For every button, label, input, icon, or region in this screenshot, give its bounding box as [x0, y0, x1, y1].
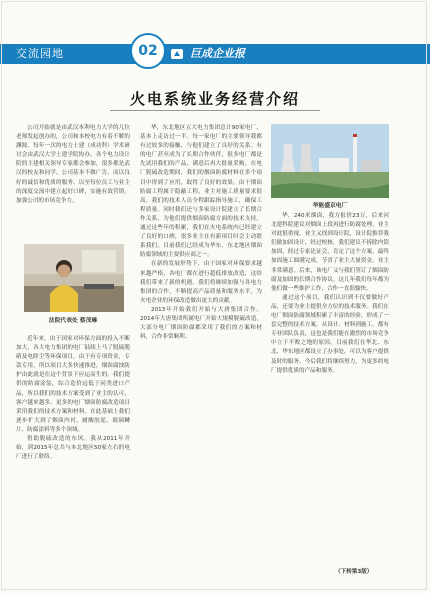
paragraph: 2013年开始我们开始与大唐集团合作。2014年大唐集团所属电厂开始大规模脱硫改造，大部分电厂烟囱防腐都采用了我们的方案和材料，合作非常顺利。 [140, 306, 262, 341]
power-plant-photo [271, 124, 389, 198]
paragraph: 借助脱硫改造的东风，我从2011年开始，到2015年总共与本北地区50家左右的电厂进行了联络。 [16, 436, 130, 461]
column-1-lower [16, 335, 130, 462]
speaker-photo [24, 244, 124, 312]
continued-notice: （下转第3版） [335, 569, 373, 575]
page-number: 02 [130, 33, 166, 69]
article-title: 火电系统业务经营介绍 [129, 90, 300, 108]
title-divider [110, 110, 320, 111]
paragraph: 在新的发展形势下，由于国家对环保要求越来越严格，各电厂都在进行超低排放改造，这给我们带来了新的机遇。我们将继续加强与各电力集团的合作，不断提高产品质量和服务水平，为火电企业的环保改造做出更大的贡献。 [140, 261, 262, 304]
section-title: 交流园地 [16, 47, 64, 60]
column-2 [140, 124, 262, 342]
photo-caption: 法院代表处 蔡茂琳 [48, 318, 98, 324]
logo-icon [170, 47, 184, 61]
paragraph: 华，东北地区五大电力集团总计90家电厂，基本上走访过一半。每一家电厂的主要领导我都有过较多的接触，与他们建立了良好的关系。有的电厂甚至成为了长期合作伙伴，很多电厂都是先试用我们的产品，满意后再大批量采购。在电厂脱硫改造期间，我们的烟囱防腐材料在多个项目中得到了应用，取得了良好的效果。由于烟囱防腐工程属于隐蔽工程，业主对施工质量要求很高，我们的技术人员全程跟踪指导施工，确保工程质量。同时我们还与多家设计院建立了长期合作关系，为他们提供烟囱防腐方面的技术支持。通过这些年的积累，我们在火电系统内已经建立了良好的口碑，很多业主在有新项目时会主动联系我们。目前我们已经成为华东、东北地区烟囱防腐领域的主要供应商之一。 [140, 125, 262, 259]
photo-caption: 华能盛京电厂 [312, 203, 348, 209]
paragraph: 公司开始就是由武汉本利电力大学的几位老师发起创办的，公司和本校电力有着不解的渊源。每年一次的电力士建（成功科）学术研讨会由武汉大学土建学院协办，各个电力设计院的主建相关领导专家都会参加，很多都是武汉的校友和同学。公司基本不做广告，而以良好的诚信和优质的服务、以至每位员工与业主的深度交流中建立起好口碑，实施有效营销。加强公司的市场竞争力。 [16, 125, 130, 204]
newspaper-brand: 巨成企业报 [190, 47, 245, 60]
paragraph: 华，240米烟囱，我方报价23万，后来河北建科院建议对烟囱上段再进行防腐处理，业主对此很重视，业主又找到设计院，设计院推荐我们做加固设计，经过校核，我们建议不拆除内筒加固，经过专家论证会，肯定了这个方案，最终加固施工圆满完成，节省了业主大量资金，业主非常满意。后来，该电厂又与我们签订了烟囱防腐及加固的长期合作协议。这几年我们每年都为他们做一些维护工作，合作一直很愉快。 [271, 213, 389, 292]
column-3 [271, 212, 389, 376]
paragraph: 近年来，由于国家对环保方面的投入不断加大，各大电力集团的电厂陆续上马了脱硫脱硝及电除尘等环保项目，由于有专项资金，专款专用，所以项目大多快速推进，烟囱腐蚀防护由此就是在这个背景下应运而生的。我们提供的防腐涂装，综合造价远低于同类进口产品，所以我们的技术方案受到了业主的认可，客户越来越多。更多的电厂烟囱防腐改造项目采用我们的技术方案和材料。在此基础上我们逐步扩大到了烟囱内衬、耐酸胶泥、玻璃鳞片、防腐涂料等多个领域。 [16, 336, 130, 433]
paragraph: 通过这个项目，我们认识到不仅要做好产品，还要为业主提供全方位的技术服务。我们在电厂烟囱防腐领域积累了丰富的经验，形成了一套完整的技术方案，从设计、材料到施工，都有专业团队负责，这也是我们能在激烈的市场竞争中立于不败之地的原因。目前我们在华北、东北、华东地区都设立了办事处，可以为客户提供及时的服务。今后我们将继续努力，为更多的电厂提供优质的产品和服务。 [271, 294, 389, 374]
column-1 [16, 124, 130, 206]
